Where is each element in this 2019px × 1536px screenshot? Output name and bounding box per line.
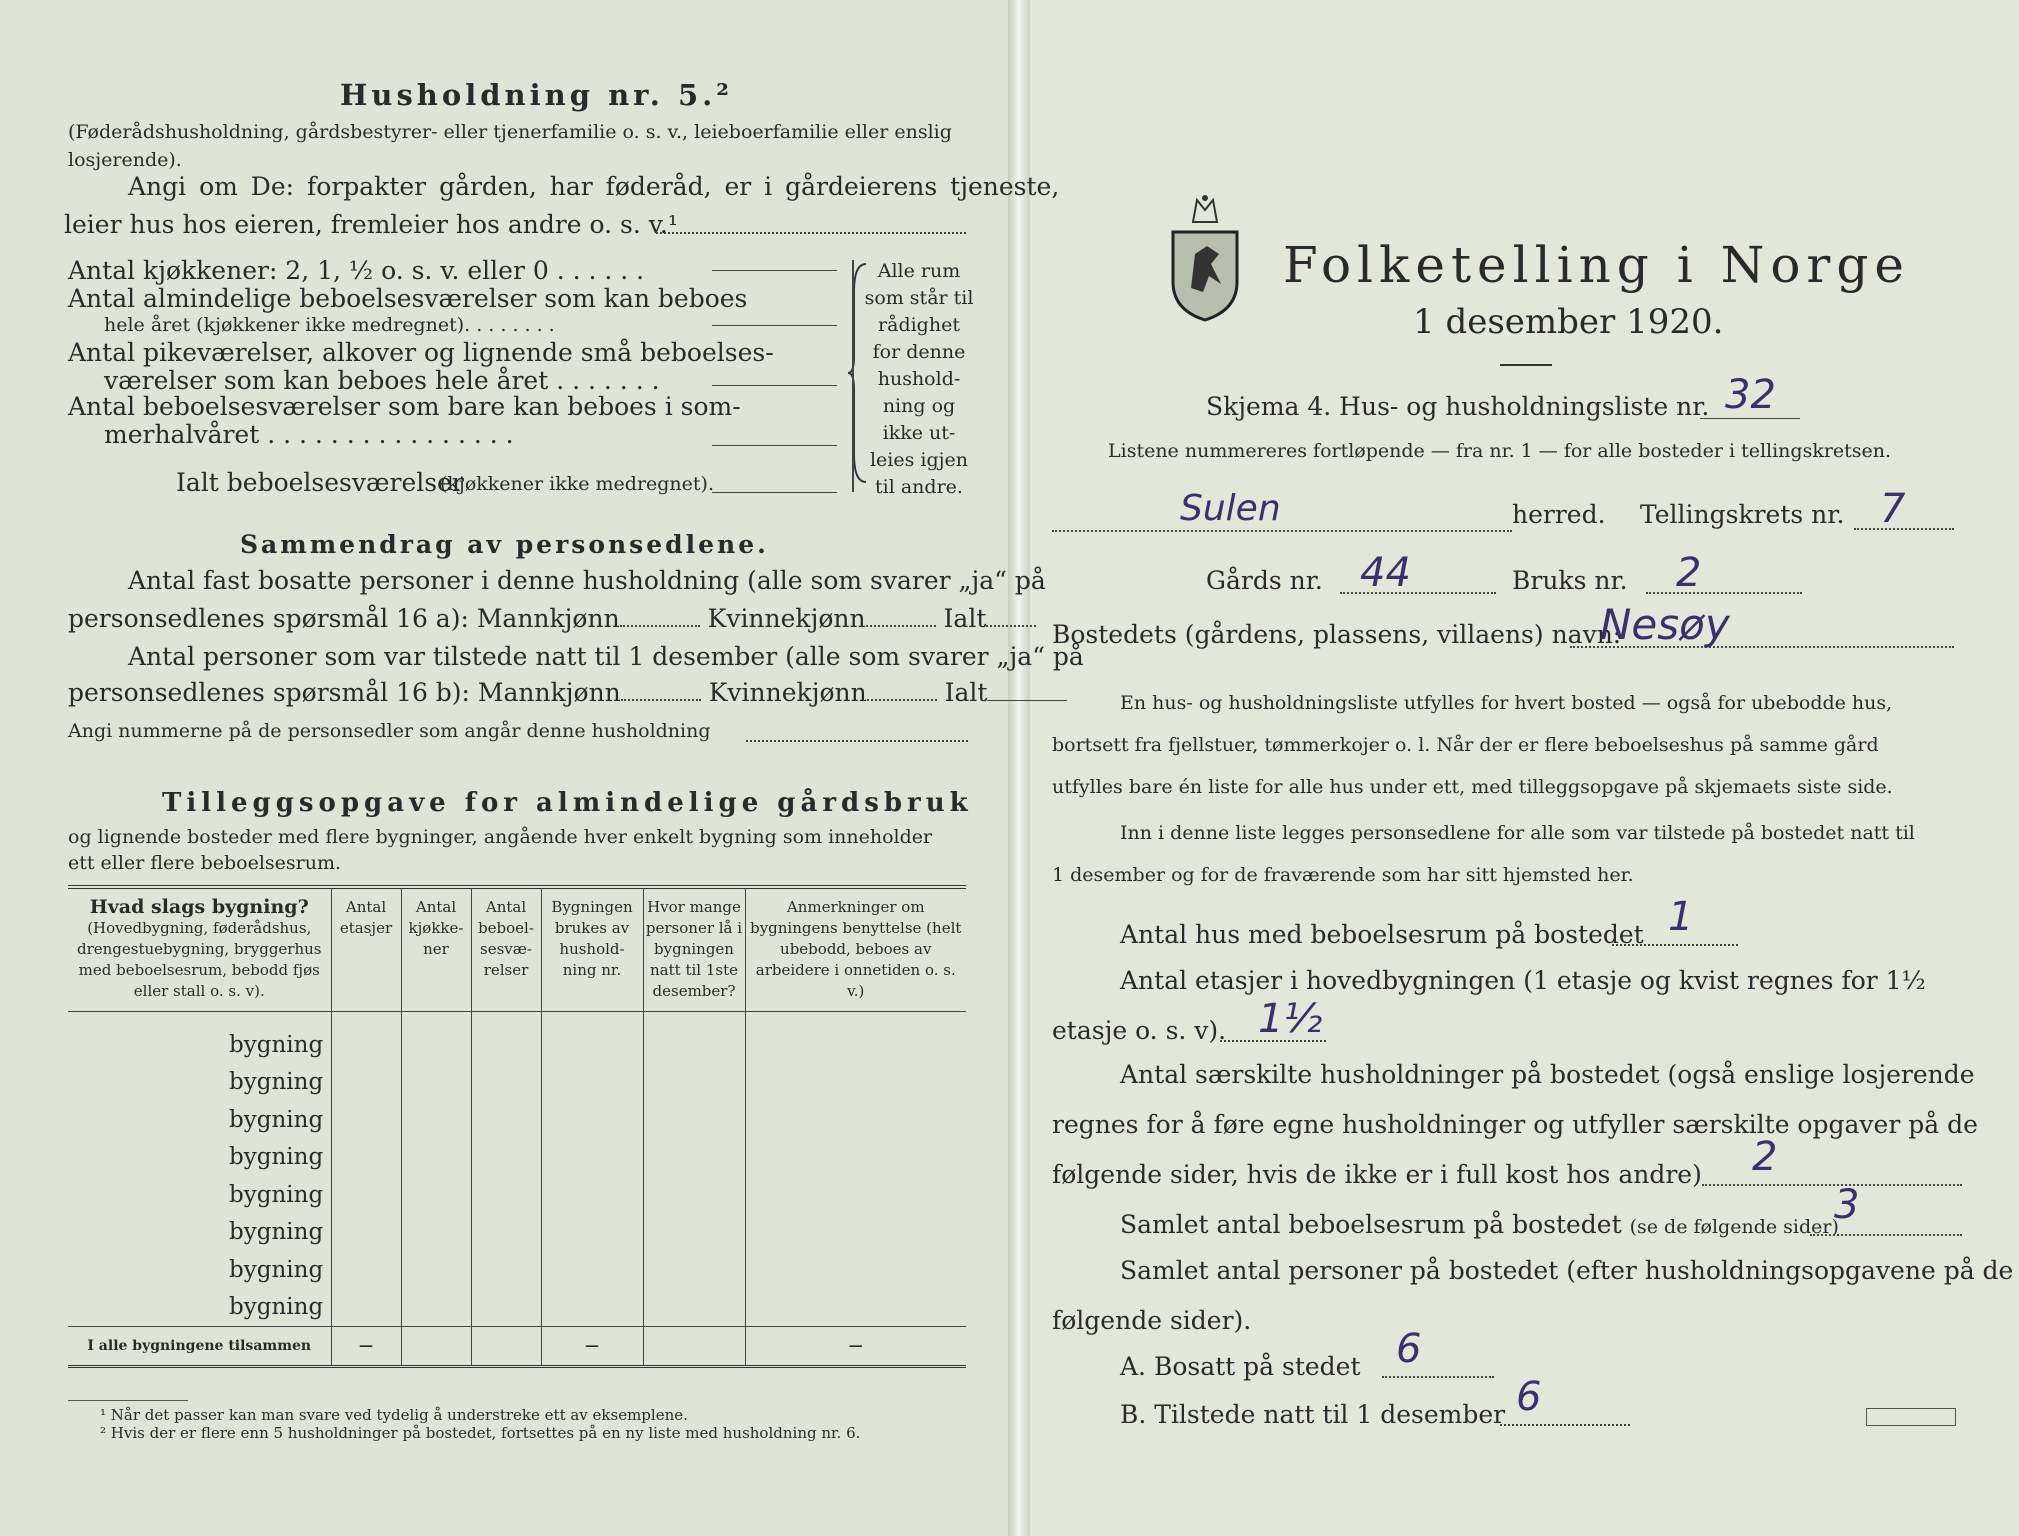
rooms-line-2: Antal almindelige beboelsesværelser som kan beboes xyxy=(68,284,748,313)
tillegg-text-1: og lignende bosteder med flere bygninger, angående hver enkelt bygning som inneholder xyxy=(68,826,933,848)
rooms-line-6: Antal beboelsesværelser som bare kan beboes i som- xyxy=(68,392,741,421)
q-pers-line-1: Samlet antal personer på bostedet (efter husholdningsopgavene på de xyxy=(1120,1256,2014,1285)
summary-p2-a: Antal personer som var tilstede natt til 1 desember (alle som svarer „ja“ på xyxy=(128,642,1084,671)
table-row[interactable]: bygning xyxy=(68,1139,966,1177)
a-bosatt-value: 6 xyxy=(1396,1326,1422,1372)
alm-rooms-field[interactable] xyxy=(712,325,837,326)
total-label: I alle bygningene tilsammen xyxy=(68,1327,331,1367)
printer-stamp-icon xyxy=(1866,1408,1956,1426)
q-hus-value: 1 xyxy=(1668,894,1694,940)
summary-p2-b: personsedlenes spørsmål 16 b): Mannkjønn Kvinnekjønn Ialt xyxy=(68,678,1067,707)
col-husholdning-nr: Bygningen brukes av hushold-ning nr. xyxy=(541,887,643,1012)
herred-value: Sulen xyxy=(1180,488,1281,529)
b-tilstede-field[interactable] xyxy=(1500,1424,1630,1426)
angi-answer-line[interactable] xyxy=(656,232,966,234)
page-spine xyxy=(1008,0,1032,1536)
footnote-rule xyxy=(68,1400,188,1401)
a-bosatt-label: A. Bosatt på stedet xyxy=(1120,1352,1361,1381)
q-etasjer-value: 1½ xyxy=(1258,996,1323,1042)
pike-rooms-field[interactable] xyxy=(712,385,837,386)
col-anmerkninger: Anmerkninger om bygningens benyttelse (helt ubebodd, beboes av arbeidere i onnetiden o. s. v.) xyxy=(750,898,962,1000)
skjema-nr-field[interactable] xyxy=(1700,418,1800,419)
bruks-value: 2 xyxy=(1676,550,1702,596)
q-rum-field[interactable] xyxy=(1810,1234,1962,1236)
rooms-line-4: Antal pikeværelser, alkover og lignende små beboelses- xyxy=(68,338,774,367)
col-hvad-slags: Hvad slags bygning? (Hovedbygning, føderådshus, drengestuebygning, bryggerhus med beboelsesrum, bebodd fjøs eller stall o. s. v). xyxy=(68,887,331,1012)
gards-label: Gårds nr. xyxy=(1206,566,1323,595)
q-etasjer-line-1: Antal etasjer i hovedbygningen (1 etasje og kvist regnes for 1½ xyxy=(1120,966,1926,995)
col-kjokkener: Antal kjøkke-ner xyxy=(401,887,471,1012)
title-rule xyxy=(1500,364,1552,366)
ialt-rooms-note: (kjøkkener ikke medregnet). xyxy=(440,473,714,495)
q-hush-line-3: følgende sider, hvis de ikke er i full kost hos andre) xyxy=(1052,1160,1702,1189)
table-row[interactable]: bygning xyxy=(68,1289,966,1327)
angi-nummer: Angi nummerne på de personsedler som angår denne husholdning xyxy=(68,720,711,742)
q-hush-value: 2 xyxy=(1752,1134,1778,1180)
bosted-label: Bostedets (gårdens, plassens, villaens) navn: xyxy=(1052,620,1622,649)
table-row[interactable]: bygning xyxy=(68,1064,966,1102)
summary-p1-b: personsedlenes spørsmål 16 a): Mannkjønn Kvinnekjønn Ialt xyxy=(68,604,1036,633)
angi-nummer-field[interactable] xyxy=(746,740,968,742)
q-hush-line-2: regnes for å føre egne husholdninger og utfyller særskilte opgaver på de xyxy=(1052,1110,1978,1139)
q-pers-line-2: følgende sider). xyxy=(1052,1306,1252,1335)
q-hus-label: Antal hus med beboelsesrum på bostedet xyxy=(1120,920,1644,949)
census-date: 1 desember 1920. xyxy=(1413,302,1724,342)
household-title: Husholdning nr. 5.² xyxy=(340,78,733,112)
instruction-3: utfylles bare én liste for alle hus under ett, med tilleggsopgave på skjemaets siste side. xyxy=(1052,776,1893,798)
footnote-2: ² Hvis der er flere enn 5 husholdninger på bostedet, fortsettes på en ny liste med husholdning nr. 6. xyxy=(100,1424,861,1442)
instruction-4: Inn i denne liste legges personsedlene for alle som var tilstede på bostedet natt til xyxy=(1120,822,1915,844)
tillegg-title: Tilleggsopgave for almindelige gårdsbruk xyxy=(162,788,973,818)
summary-p1-a: Antal fast bosatte personer i denne husholdning (alle som svarer „ja“ på xyxy=(128,566,1046,595)
q-etasjer-line-2: etasje o. s. v). xyxy=(1052,1016,1227,1045)
q-rum-value: 3 xyxy=(1834,1182,1860,1228)
herred-label: herred. xyxy=(1512,500,1606,529)
skjema-label: Skjema 4. Hus- og husholdningsliste nr. xyxy=(1206,392,1710,421)
q-rum-label: Samlet antal beboelsesrum på bostedet (se de følgende sider) xyxy=(1120,1210,1839,1239)
rooms-line-3: hele året (kjøkkener ikke medregnet). . . . . . . . xyxy=(104,314,555,336)
col-vaerelser: Antal beboel-sesvæ-relser xyxy=(471,887,541,1012)
instruction-2: bortsett fra fjellstuer, tømmerkojer o. l. Når der er flere beboelseshus på samme gård xyxy=(1052,734,1879,756)
table-header-row xyxy=(68,887,966,1012)
angi-line-1: Angi om De: forpakter gården, har føderåd, er i gårdeierens tjeneste, xyxy=(128,172,1060,201)
rooms-line-5: værelser som kan beboes hele året . . . . . . . xyxy=(104,366,660,395)
table-row[interactable]: bygning xyxy=(68,1176,966,1214)
gards-value: 44 xyxy=(1360,550,1411,596)
herred-field[interactable] xyxy=(1052,530,1512,532)
col-personer: Hvor mange personer lå i bygningen natt til 1ste desember? xyxy=(643,887,745,1012)
summary-title: Sammendrag av personsedlene. xyxy=(240,530,769,559)
bruks-label: Bruks nr. xyxy=(1512,566,1628,595)
instruction-5: 1 desember og for de fraværende som har sitt hjemsted her. xyxy=(1052,864,1634,886)
table-row[interactable]: bygning xyxy=(68,1214,966,1252)
table-row[interactable]: bygning xyxy=(68,1101,966,1139)
table-row[interactable]: bygning xyxy=(68,1251,966,1289)
ialt-rooms-field[interactable] xyxy=(712,492,837,493)
census-title: Folketelling i Norge xyxy=(1283,236,1910,294)
tillegg-text-2: ett eller flere beboelsesrum. xyxy=(68,852,342,874)
rooms-line-1: Antal kjøkkener: 2, 1, ½ o. s. v. eller 0 . . . . . . xyxy=(68,256,645,285)
rooms-line-7: merhalvåret . . . . . . . . . . . . . . . . xyxy=(104,420,514,449)
col-etasjer: Antal etasjer xyxy=(331,887,401,1012)
tellingskrets-value: 7 xyxy=(1880,486,1906,532)
brace-note: Alle rum som står til rådighet for denne hushold- ning og ikke ut- leies igjen til andre. xyxy=(864,260,974,498)
table-row[interactable]: bygning xyxy=(68,1026,966,1064)
q-hush-field[interactable] xyxy=(1702,1184,1962,1186)
kjokken-field[interactable] xyxy=(712,270,837,271)
coat-of-arms-icon xyxy=(1165,192,1245,324)
table-total-row: I alle bygningene tilsammen — — — xyxy=(68,1327,966,1367)
bosted-value: Nesøy xyxy=(1600,600,1730,649)
angi-line-2: leier hus hos eieren, fremleier hos andre o. s. v.¹ xyxy=(64,210,678,239)
sommer-rooms-field[interactable] xyxy=(712,445,837,446)
brace-rule xyxy=(852,260,854,492)
a-bosatt-field[interactable] xyxy=(1382,1376,1494,1378)
footnote-1: ¹ Når det passer kan man svare ved tydelig å understreke ett av eksemplene. xyxy=(100,1406,688,1424)
q-hush-line-1: Antal særskilte husholdninger på bostedet (også enslige losjerende xyxy=(1120,1060,1975,1089)
listene-note: Listene nummereres fortløpende — fra nr. 1 — for alle bosteder i tellingskretsen. xyxy=(1108,440,1892,462)
household-subtitle: (Føderådshusholdning, gårdsbestyrer- eller tjenerfamilie o. s. v., leieboerfamilie eller enslig losjerende). xyxy=(68,121,952,171)
instruction-1: En hus- og husholdningsliste utfylles for hvert bosted — også for ubebodde hus, xyxy=(1120,692,1893,714)
q-hus-field[interactable] xyxy=(1612,944,1738,946)
b-tilstede-label: B. Tilstede natt til 1 desember xyxy=(1120,1400,1506,1429)
building-table xyxy=(68,885,966,1368)
b-tilstede-value: 6 xyxy=(1516,1374,1542,1420)
bruks-field[interactable] xyxy=(1646,592,1802,594)
ialt-rooms-label: Ialt beboelsesværelser xyxy=(176,468,464,497)
tellingskrets-label: Tellingskrets nr. xyxy=(1640,500,1845,529)
skjema-nr-value: 32 xyxy=(1725,372,1776,418)
